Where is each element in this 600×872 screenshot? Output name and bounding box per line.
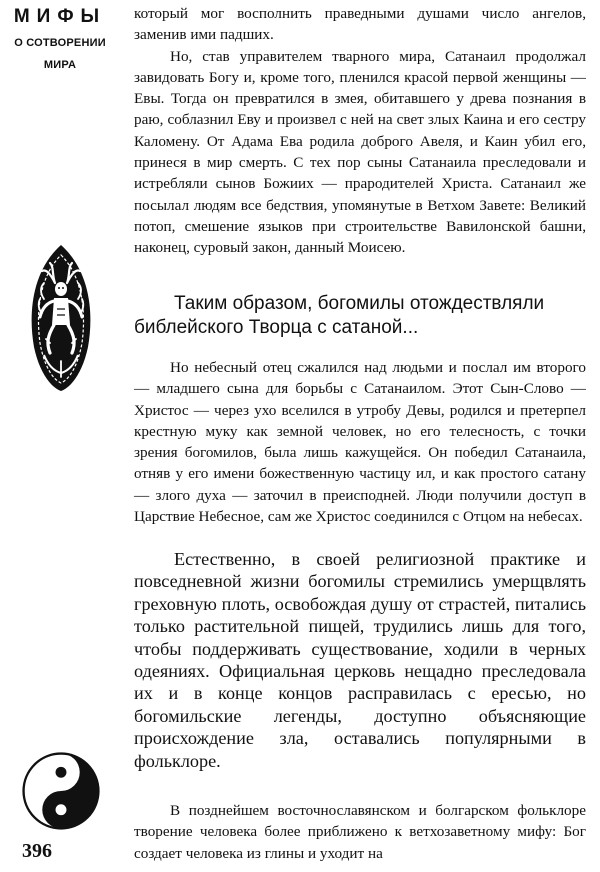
running-subtitle-line-2: МИРА <box>43 59 77 71</box>
pull-quote-block <box>134 292 586 340</box>
running-subtitle <box>2 32 118 76</box>
text-block-large <box>134 548 586 772</box>
running-subtitle-line-1: О СОТВОРЕНИИ <box>14 37 106 49</box>
pull-quote: Таким образом, богомилы отождествляли библейского Творца с сатаной... <box>134 293 545 338</box>
paragraph-bogomils-practice: Естественно, в своей религиозной практике и повседневной жизни богомилы стремились умерщвлять греховную плоть, освобождая душу от страстей, питались только растительной пищей, трудились лишь для того, чтобы поддерживать существование, ходили в черных одеяниях. Официальная церковь нещадно преследовала их и в конце концов расправилась с ересью, но богомильские легенды, доступно объясняющие происхождение зла, оставались популярными в фольклоре. <box>134 549 586 771</box>
paragraph-continued: который мог восполнить праведными душами число ангелов, заменив ими падших. <box>134 5 586 44</box>
paragraph-folklore: В позднейшем восточнославянском и болгарском фольклоре творение человека более приближено к ветхозаветному мифу: Бог создает человека из глины и уходит на <box>134 802 586 862</box>
paragraph-christ: Но небесный отец сжалился над людьми и послал им второго — младшего сына для борьбы с Сатанаилом. Этот Сын-Слово — Христос — через ухо вселился в утробу Девы, родился и претерпел крестную муку как земной человек, но его телесность, с точки зрения богомилов, была лишь кажущейся. Он победил Сатанаила, отняв у его имени божественную частицу ил, и как простого сатану — злого духа — заточил в преисподней. Люди получили доступ в Царствие Небесное, сам же Христос соединился с Отцом на небесах. <box>134 359 586 526</box>
text-block-lower <box>134 800 586 864</box>
yin-yang-icon <box>22 752 100 830</box>
text-block-middle <box>134 357 586 527</box>
horned-figure-ornament-icon <box>28 243 94 393</box>
page-margin <box>0 0 120 872</box>
running-title: МИФЫ <box>13 6 107 27</box>
paragraph-satanail: Но, став управителем тварного мира, Сатанаил продолжал завидовать Богу и, кроме того, пленился красой первой женщины — Евы. Тогда он превратился в змея, обитавшего у древа познания в раю, соблазнил Еву и произвел с ней на свет злых Каина и его сестру Каломену. От Адама Ева родила доброго Авеля, и Каин убил его, принеся в мир смерть. С тех пор сыны Сатанаила преследовали и истребляли сынов Божиих — прародителей Христа. Сатанаил же посылал людям все бедствия, упомянутые в Ветхом Завете: Великий потоп, смешение языков при строительстве Вавилонской башни, наконец, суровый закон, данный Моисею. <box>134 47 586 257</box>
text-block-upper <box>134 3 586 259</box>
page-number: 396 <box>22 840 52 862</box>
